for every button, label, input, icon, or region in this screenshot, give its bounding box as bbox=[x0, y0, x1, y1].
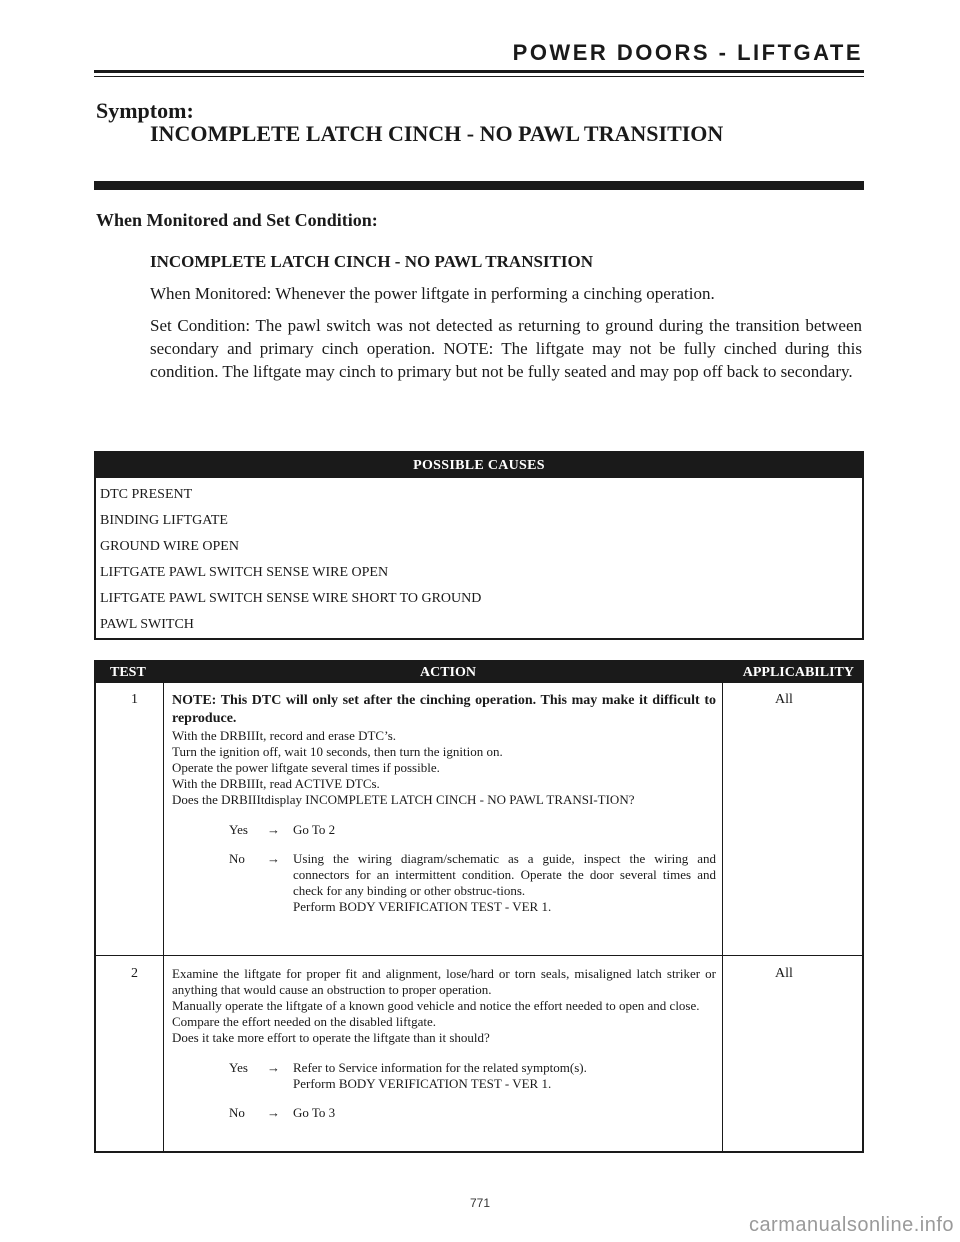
arrow-icon: → bbox=[267, 1060, 280, 1075]
test-step: Does the DRBIIItdisplay INCOMPLETE LATCH CINCH - NO PAWL TRANSI-TION? bbox=[172, 792, 635, 807]
cause-item: LIFTGATE PAWL SWITCH SENSE WIRE OPEN bbox=[100, 565, 389, 580]
test-action bbox=[172, 966, 716, 1121]
possible-causes-list bbox=[96, 478, 862, 638]
test-step: Does it take more effort to operate the liftgate than it should? bbox=[172, 1030, 490, 1045]
when-monitored-text: When Monitored: Whenever the power liftgate in performing a cinching operation. bbox=[150, 284, 715, 303]
condition-name: INCOMPLETE LATCH CINCH - NO PAWL TRANSITION bbox=[150, 252, 594, 271]
cause-item: BINDING LIFTGATE bbox=[100, 513, 228, 528]
row-divider bbox=[96, 955, 862, 956]
test-table bbox=[94, 660, 864, 1153]
test-action bbox=[172, 692, 716, 915]
no-result-verification: Perform BODY VERIFICATION TEST - VER 1. bbox=[293, 899, 552, 914]
set-condition-text: Set Condition: The pawl switch was not detected as returning to ground during the transition between secondary and primary cinch operation. NOTE: The liftgate may not be fully cinched during this condition. The liftgate may cinch to primary but not be fully seated and may pop off back to secondary. bbox=[150, 316, 862, 381]
cause-item: LIFTGATE PAWL SWITCH SENSE WIRE SHORT TO GROUND bbox=[100, 591, 482, 606]
section-divider bbox=[94, 181, 864, 190]
monitored-block bbox=[150, 250, 862, 392]
watermark: carmanualsonline.info bbox=[748, 1214, 954, 1236]
symptom-title: INCOMPLETE LATCH CINCH - NO PAWL TRANSITION bbox=[150, 121, 724, 146]
test-note: NOTE: This DTC will only set after the cinching operation. This may make it difficult to reproduce. bbox=[172, 693, 716, 726]
column-divider bbox=[163, 683, 164, 1151]
no-choice bbox=[172, 1105, 716, 1121]
test-table-header bbox=[96, 662, 862, 683]
test-step: With the DRBIIIt, record and erase DTC’s. bbox=[172, 728, 397, 743]
header-rule bbox=[94, 70, 864, 73]
yes-label: Yes bbox=[229, 822, 248, 837]
yes-result-verification: Perform BODY VERIFICATION TEST - VER 1. bbox=[293, 1076, 552, 1091]
no-label: No bbox=[229, 851, 245, 866]
arrow-icon: → bbox=[267, 822, 280, 837]
yes-label: Yes bbox=[229, 1060, 248, 1075]
monitored-heading: When Monitored and Set Condition: bbox=[96, 210, 378, 230]
test-step: Manually operate the liftgate of a known good vehicle and notice the effort needed to open and close. bbox=[172, 998, 700, 1013]
test-step: Turn the ignition off, wait 10 seconds, then turn the ignition on. bbox=[172, 744, 503, 759]
no-result: Go To 3 bbox=[293, 1105, 336, 1120]
yes-choice bbox=[172, 822, 716, 838]
arrow-icon: → bbox=[267, 851, 280, 866]
test-number: 1 bbox=[131, 692, 138, 707]
test-step: Compare the effort needed on the disabled liftgate. bbox=[172, 1014, 436, 1029]
test-step: Operate the power liftgate several times if possible. bbox=[172, 760, 440, 775]
cause-item: PAWL SWITCH bbox=[100, 617, 194, 632]
test-number: 2 bbox=[131, 966, 138, 981]
no-choice bbox=[172, 851, 716, 915]
column-divider bbox=[722, 683, 723, 1151]
yes-result: Go To 2 bbox=[293, 822, 336, 837]
yes-result: Refer to Service information for the related symptom(s). bbox=[293, 1060, 587, 1075]
col-applicability: APPLICABILITY bbox=[742, 665, 854, 680]
arrow-icon: → bbox=[267, 1105, 280, 1120]
no-label: No bbox=[229, 1105, 245, 1120]
test-applicability: All bbox=[775, 692, 793, 707]
test-step: Examine the liftgate for proper fit and alignment, lose/hard or torn seals, misaligned latch striker or anything that would cause an obstruction to proper operation. bbox=[172, 966, 716, 997]
test-applicability: All bbox=[775, 966, 793, 981]
col-action: ACTION bbox=[420, 665, 477, 680]
possible-causes-table bbox=[94, 451, 864, 640]
cause-item: GROUND WIRE OPEN bbox=[100, 539, 239, 554]
col-test: TEST bbox=[110, 665, 146, 680]
section-title: POWER DOORS - LIFTGATE bbox=[512, 40, 863, 65]
cause-item: DTC PRESENT bbox=[100, 487, 193, 502]
test-step: With the DRBIIIt, read ACTIVE DTCs. bbox=[172, 776, 380, 791]
page-number: 771 bbox=[469, 1196, 491, 1210]
possible-causes-heading: POSSIBLE CAUSES bbox=[96, 453, 862, 478]
symptom-label: Symptom: bbox=[96, 98, 194, 123]
yes-choice bbox=[172, 1060, 716, 1092]
header-rule-thin bbox=[94, 76, 864, 77]
no-result: Using the wiring diagram/schematic as a guide, inspect the wiring and connectors for an intermittent condition. Operate the door several times and check for any binding or other obstruc-tions. bbox=[293, 851, 716, 898]
